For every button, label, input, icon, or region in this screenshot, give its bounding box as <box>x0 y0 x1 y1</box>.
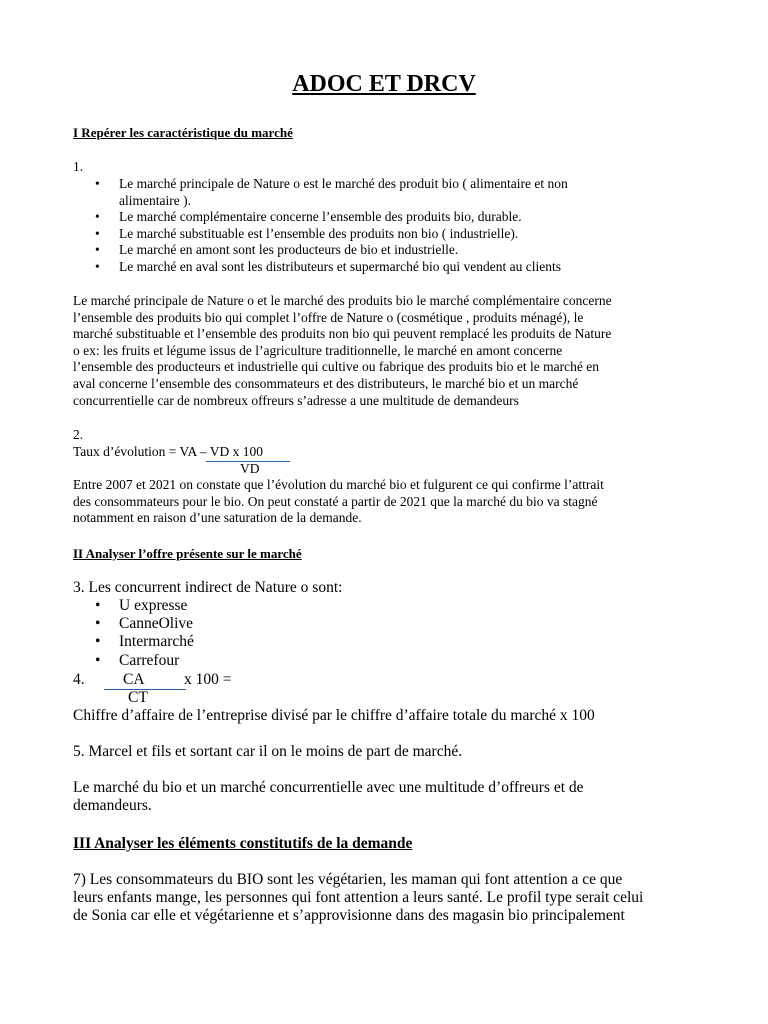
list-item: • Le marché principale de Nature o est le marché des produit bio ( alimentaire et non alimentaire ). <box>95 176 568 208</box>
offer-conclusion: Le marché du bio et un marché concurrentielle avec une multitude d’offreurs et de demandeurs. <box>73 779 584 815</box>
formula-numerator: A – VD x 100 <box>187 444 264 459</box>
question-number-4: 4. <box>73 671 85 688</box>
list-item: • Le marché substituable est l’ensemble des produits non bio ( industrielle). <box>95 225 519 241</box>
bullet-icon: • <box>95 209 100 225</box>
bullet-icon: • <box>95 242 100 258</box>
market-share-multiplier: x 100 = <box>184 671 232 688</box>
section-heading-1: I Repérer les caractéristique du marché <box>73 125 293 140</box>
bullet-icon: • <box>95 597 101 614</box>
competitors-list <box>73 597 194 670</box>
evolution-paragraph: Entre 2007 et 2021 on constate que l’évolution du marché bio et fulgurent ce qui confirme l’attrait des consommateurs pour le bio. On peut constaté a partir de 2021 que la marché du bio va stagné notamment en raison d’une saturation de la demande. <box>73 477 604 526</box>
competitors-question: 3. Les concurrent indirect de Nature o sont: <box>73 579 343 596</box>
evolution-formula: Taux d’évolution = VA – VD x 100 <box>73 444 264 459</box>
list-item: • U expresse <box>95 597 188 614</box>
market-share-text: Chiffre d’affaire de l’entreprise divisé par le chiffre d’affaire totale du marché x 100 <box>73 707 595 724</box>
bullet-icon: • <box>95 615 101 633</box>
list-item: • Carrefour <box>95 651 180 669</box>
question-5-answer: 5. Marcel et fils et sortant car il on le moins de part de marché. <box>73 743 463 760</box>
question-number-2: 2. <box>73 427 84 442</box>
list-item: • Le marché en amont sont les producteurs de bio et industrielle. <box>95 242 459 258</box>
market-bullet-list <box>73 176 568 276</box>
market-share-numerator: CA <box>123 671 145 688</box>
bullet-icon: • <box>95 651 101 669</box>
section-heading-2: II Analyser l’offre présente sur le marché <box>73 546 302 561</box>
bullet-icon: • <box>95 176 100 191</box>
section-heading-3: III Analyser les éléments constitutifs de la demande <box>73 835 413 852</box>
document-title: ADOC ET DRCV <box>292 71 476 97</box>
list-item: • Le marché complémentaire concerne l’ensemble des produits bio, durable. <box>95 209 522 225</box>
question-number-1: 1. <box>73 159 84 174</box>
demand-paragraph: 7) Les consommateurs du BIO sont les végétarien, les maman qui font attention a ce que leurs enfants mange, les personnes qui font attention a leurs santé. Le profil type serait celui de Sonia car elle et végétarienne et s’approvisionne dans des magasin bio principalement <box>73 871 644 925</box>
list-item: • Le marché en aval sont les distributeurs et supermarché bio qui vendent au clients <box>95 258 561 274</box>
market-summary-paragraph: Le marché principale de Nature o et le marché des produits bio le marché complémentaire concerne l’ensemble des produits bio qui complet l’offre de Nature o (cosmétique , produits ménagé), le marché substituable et l’ensemble des produits non bio qui peuvent remplacé les produits de Nature o ex: les fruits et légume issus de l’agriculture traditionnelle, le marché en amont concerne l’ensemble des producteurs et industrielle qui cultive ou fabrique des produits bio et le marché en aval concerne l’ensemble des consommateurs et des distributeurs, le marché bio et un marché concurrentielle car de nombreux offreurs s’adresse a une multitude de demandeurs <box>73 293 612 408</box>
bullet-icon: • <box>95 633 101 651</box>
bullet-icon: • <box>95 225 100 241</box>
list-item: • CanneOlive <box>95 615 194 633</box>
bullet-icon: • <box>95 258 100 274</box>
market-share-denominator: CT <box>128 689 148 706</box>
formula-denominator: VD <box>240 461 260 476</box>
list-item: • Intermarché <box>95 633 194 651</box>
